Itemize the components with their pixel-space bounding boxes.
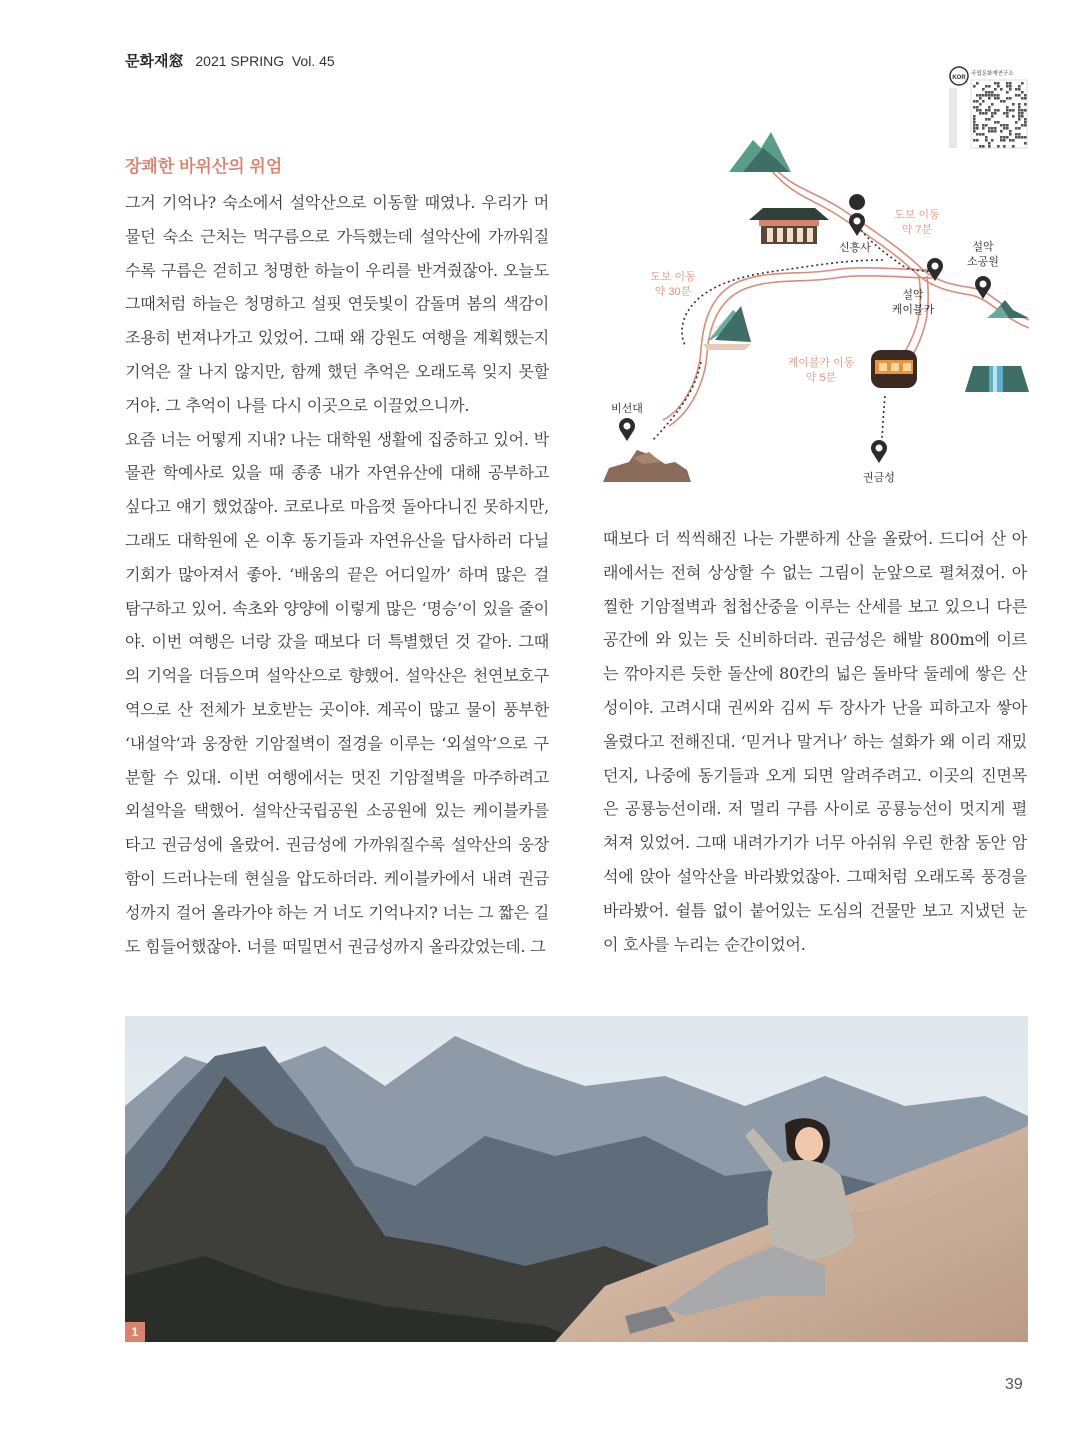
place-label-cablecar: 설악 케이블카 xyxy=(891,289,935,316)
svg-text:국립문화재연구소: 국립문화재연구소 xyxy=(971,71,1014,77)
waterfall-icon xyxy=(965,366,1029,392)
route-label-walk7: 도보 이동 약 7분 xyxy=(894,209,940,236)
route-label-cable5: 케이블카 이동 약 5분 xyxy=(787,357,855,384)
location-pin-icon xyxy=(871,440,887,463)
photo-number-badge: 1 xyxy=(125,1322,145,1342)
route-map xyxy=(603,120,1029,490)
paragraph: 때보다 더 씩씩해진 나는 가뿐하게 산을 올랐어. 드디어 산 아래에서는 전혀 상상할 수 없는 그림이 눈앞으로 펼쳐졌어. 아찔한 기암절벽과 첩첩산중을 이루는 산세를 보고 있으니 다른 공간에 와 있는 듯 신비하더라. 권금성은 해발 800m에 이르는 깎아지른 듯한 돌산에 80칸의 넓은 돌바닥 둘레에 쌓은 산성이야. 고려시대 권씨와 김씨 두 장사가 난을 피하고자 쌓아 올렸다고 전해진대. ‘믿거나 말거나’ 하는 설화가 왜 이리 재밌던지, 나중에 동기들과 오게 되면 알려주려고. 이곳의 진면목은 공룡능선이래. 저 멀리 구름 사이로 공룡능선이 멋지게 펼쳐져 있었어. 그때 내려가기가 너무 아쉬워 우린 한참 동안 암석에 앉아 설악산을 바라봤었잖아. 그때처럼 오래도록 풍경을 바라봤어. 쉴틈 없이 붙어있는 도심의 건물만 보고 지냈던 눈이 호사를 누리는 순간이었어. xyxy=(603,529,1027,954)
magazine-name: 문화재窓 xyxy=(125,53,184,70)
place-label-gwongeumseong: 권금성 xyxy=(863,472,895,484)
location-pin-icon xyxy=(619,418,635,441)
place-label-biseondae: 비선대 xyxy=(611,403,643,415)
location-pin-icon xyxy=(975,276,991,299)
mountain-photo xyxy=(125,1016,1028,1342)
running-header xyxy=(125,50,335,71)
issue-info: 2021 SPRING Vol. 45 xyxy=(195,53,335,69)
rock-icon xyxy=(603,450,691,482)
place-label-sogongwon: 설악 소공원 xyxy=(967,241,999,268)
page-number: 39 xyxy=(1005,1376,1023,1393)
cable-car-icon xyxy=(871,350,917,388)
section-title: 장쾌한 바위산의 위엄 xyxy=(125,157,283,176)
right-text-column xyxy=(603,522,1027,961)
paragraph: 요즘 너는 어떻게 지내? 나는 대학원 생활에 집중하고 있어. 박물관 학예사로 있을 때 종종 내가 자연유산에 대해 공부하고 싶다고 얘기 했었잖아. 코로나로 마음껏 돌아다니진 못하지만, 그래도 대학원에 온 이후 동기들과 자연유산을 답사하러 다닐 기회가 많아져서 좋아. ‘배움의 끝은 어디일까’ 하며 많은 걸 탐구하고 있어. 속초와 양양에 이렇게 많은 ‘명승’이 있을 줄이야. 이번 여행은 너랑 갔을 때보다 더 특별했던 것 같아. 그때의 기억을 더듬으며 설악산으로 향했어. 설악산은 천연보호구역으로 산 전체가 보호받는 곳이야. 계곡이 많고 물이 풍부한 ‘내설악’과 웅장한 기암절벽이 절경을 이루는 ‘외설악’으로 구분할 수 있대. 이번 여행에서는 멋진 기암절벽을 마주하려고 외설악을 택했어. 설악산국립공원 소공원에 있는 케이블카를 타고 권금성에 올랐어. 권금성에 가까워질수록 설악산의 웅장함이 드러나는데 현실을 압도하더라. 케이블카에서 내려 권금성까지 걸어 올라가야 하는 거 너도 기억나지? 너는 그 짧은 길도 힘들어했잖아. 너를 떠밀면서 권금성까지 올라갔었는데. 그 xyxy=(125,429,549,956)
route-label-walk30: 도보 이동 약 30분 xyxy=(650,271,696,298)
temple-icon xyxy=(749,208,829,244)
paragraph: 그거 기억나? 숙소에서 설악산으로 이동할 때였나. 우리가 머물던 숙소 근처는 먹구름으로 가득했는데 설악산에 가까워질수록 구름은 걷히고 청명한 하늘이 우리를 반겨줬잖아. 오늘도 그때처럼 하늘은 청명하고 설핏 연둣빛이 감돌며 봄의 색감이 조용히 번져나가고 있었어. 그때 왜 강원도 여행을 계획했는지 기억은 잘 나지 않지만, 함께 했던 추억은 오래도록 잊지 못할 거야. 그 추억이 나를 다시 이곳으로 이끌었으니까. xyxy=(125,193,549,415)
svg-text:KOR: KOR xyxy=(952,75,966,81)
left-text-column xyxy=(125,186,549,963)
mountain-icon xyxy=(987,300,1029,318)
place-label-sinheungsa: 신흥사 xyxy=(839,242,871,254)
